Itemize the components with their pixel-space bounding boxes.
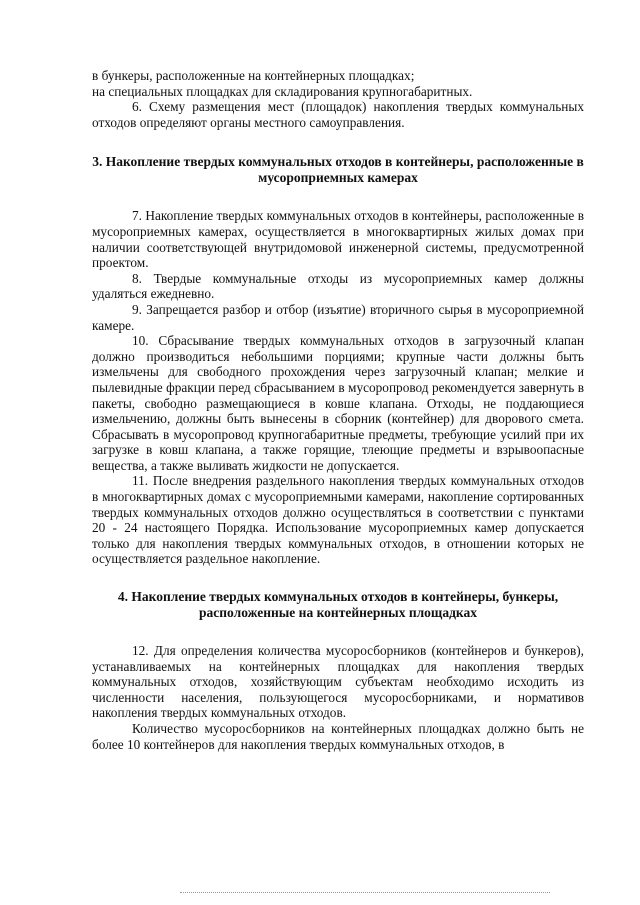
paragraph-6: 6. Схему размещения мест (площадок) накопления твердых коммунальных отходов определяют органы местного самоуправления. — [92, 99, 584, 130]
section-4-heading: 4. Накопление твердых коммунальных отходов в контейнеры, бункеры, расположенные на контейнерных площадках — [117, 589, 559, 621]
paragraph-11: 11. После внедрения раздельного накопления твердых коммунальных отходов в многоквартирных домах с мусороприемными камерами, накопление сортированных твердых коммунальных отходов должно осуществляться в соответствии с пунктами 20 - 24 настоящего Порядка. Использование мусороприемных камер допускается только для накопления твердых коммунальных отходов, в отношении которых не осуществляется раздельное накопление. — [92, 473, 584, 567]
intro-line-2: на специальных площадках для складирования крупногабаритных. — [92, 83, 473, 99]
paragraph-10: 10. Сбрасывание твердых коммунальных отходов в загрузочный клапан должно производиться небольшими порциями; крупные части должны быть измельчены для свободного прохождения через загрузочный клапан; мелкие и пылевидные фракции перед сбрасыванием в мусоропровод рекомендуется завернуть в пакеты, свободно размещающиеся в ковше клапана. Отходы, не поддающиеся измельчению, должны быть вынесены в сборник (контейнер) для дворового смета. Сбрасывать в мусоропровод крупногабаритные предметы, требующие усилий при их загрузке в ковш клапана, а также горящие, тлеющие предметы и взрывоопасные вещества, а также выливать жидкости не допускается. — [92, 333, 584, 473]
paragraph-7: 7. Накопление твердых коммунальных отходов в контейнеры, расположенные в мусороприемных камерах, осуществляется в многоквартирных жилых домах при наличии соответствующей внутридомовой инженерной системы, предусмотренной проектом. — [92, 208, 584, 271]
paragraph-12: 12. Для определения количества мусоросборников (контейнеров и бункеров), устанавливаемых на контейнерных площадках для накопления твердых коммунальных отходов, хозяйствующим субъектам необходимо исходить из численности населения, пользующегося мусоросборниками, и нормативов накопления твердых коммунальных отходов. — [92, 643, 584, 721]
section-3-heading: 3. Накопление твердых коммунальных отходов в контейнеры, расположенные в мусороприемных камерах — [92, 154, 584, 186]
footer-divider — [180, 892, 550, 893]
paragraph-13: Количество мусоросборников на контейнерных площадках должно быть не более 10 контейнеров для накопления твердых коммунальных отходов, в — [92, 721, 584, 752]
paragraph-9: 9. Запрещается разбор и отбор (изъятие) вторичного сырья в мусороприемной камере. — [92, 301, 584, 333]
paragraph-8: 8. Твердые коммунальные отходы из мусороприемных камер должны удаляться ежедневно. — [92, 270, 584, 302]
intro-line-1: в бункеры, расположенные на контейнерных площадках; — [92, 68, 415, 83]
